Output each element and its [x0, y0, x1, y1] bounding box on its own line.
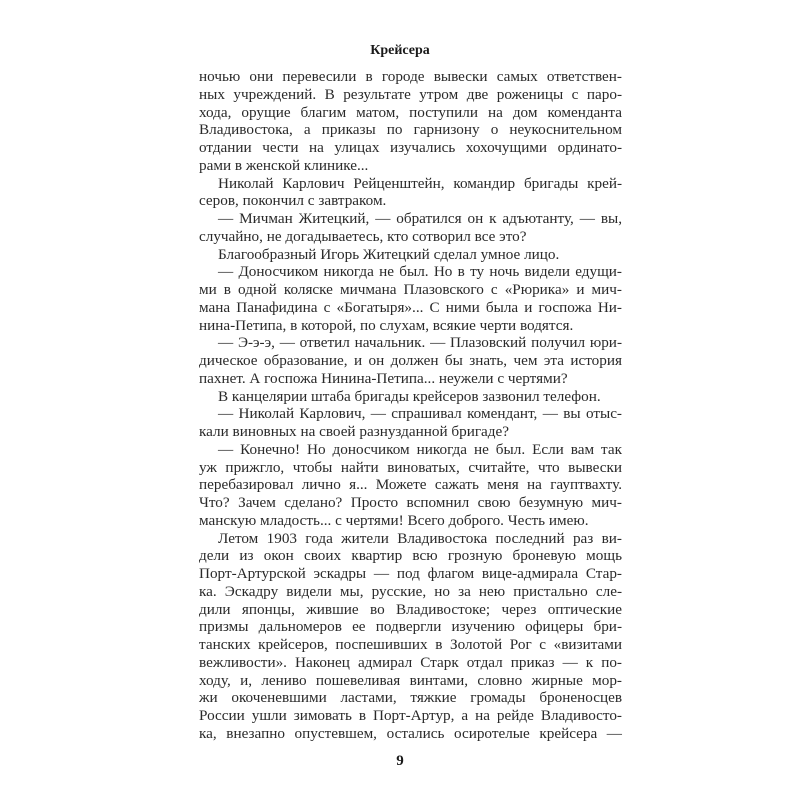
text-line: серов, покончил с завтраком.	[199, 192, 387, 210]
text-line: Владивостока, а приказы по гарнизону о неукоснительном	[199, 121, 622, 139]
text-line: дическое образование, и он должен бы знать, чем эта история	[199, 352, 622, 369]
text-line: случайно, не догадываетесь, кто сотворил все это?	[199, 227, 527, 245]
text-line: Порт-Артурской эскадры — под флагом вице-адмирала Стар-	[199, 565, 622, 582]
text-line: ходу, и, лениво пошевеливая винтами, словно жирные мор-	[199, 671, 622, 689]
text-line: Николай Карлович Рейценштейн, командир бригады крей-	[218, 174, 622, 192]
text-line: В канцелярии штаба бригады крейсеров зазвонил телефон.	[218, 387, 601, 405]
text-line: хода, орущие благим матом, поступили на дом коменданта	[199, 103, 622, 121]
text-line: мана Панафидина с «Богатыря»... С ними была и госпожа Ни-	[199, 298, 622, 316]
text-line: — Конечно! Но доносчиком никогда не был. Если вам так	[218, 440, 622, 458]
page-number: 9	[396, 753, 404, 769]
running-header: Крейсера	[370, 43, 430, 58]
text-line: танских крейсеров, поспешивших в Золотой Рог с «визитами	[199, 636, 622, 653]
text-line: нина-Петипа, в которой, по слухам, всякие черти водятся.	[199, 316, 574, 334]
text-line: дели из окон своих квартир всю грозную броневую мощь	[199, 547, 622, 565]
text-line: рами в женской клинике...	[199, 156, 369, 174]
text-line: — Мичман Житецкий, — обратился он к адъютанту, — вы,	[218, 210, 622, 227]
text-line: — Николай Карлович, — спрашивал комендант, — вы отыс-	[218, 405, 622, 423]
text-line: ка. Эскадру видели мы, русские, но за нею пристально сле-	[199, 582, 622, 600]
text-line: Летом 1903 года жители Владивостока последний раз ви-	[218, 529, 622, 547]
text-line: жи окоченевшими ластами, тяжкие громады броненосцев	[199, 689, 622, 707]
text-line: — Доносчиком никогда не был. Но в ту ночь видели едущи-	[218, 263, 622, 281]
text-line: ка, внезапно опустевшем, остались осиротелые крейсера —	[199, 724, 622, 742]
page-body-text	[199, 68, 622, 743]
text-line: вежливости». Наконец адмирал Старк отдал приказ — к по-	[199, 653, 622, 671]
text-line: манскую младость... с чертями! Всего доброго. Честь имею.	[199, 511, 589, 529]
text-line: ми в одной коляске мичмана Плазовского с «Рюрика» и мич-	[199, 281, 622, 298]
text-line: — Э-э-э, — ответил начальник. — Плазовский получил юри-	[218, 334, 622, 352]
text-line: ночью они перевесили в городе вывески самых ответствен-	[199, 68, 622, 85]
text-line: Благообразный Игорь Житецкий сделал умное лицо.	[218, 245, 560, 263]
text-line: России ушли зимовать в Порт-Артур, а на рейде Владивосто-	[199, 707, 622, 724]
text-line: Что? Зачем сделано? Просто вспомнил свою безумную мич-	[199, 494, 622, 511]
text-line: уж прижгло, чтобы найти виноватых, считайте, что вывески	[199, 458, 622, 476]
text-line: призмы дальномеров ее подвергли изучению офицеры бри-	[199, 618, 622, 636]
text-line: отдании чести на улицах изучались хохочущими ординато-	[199, 139, 622, 156]
text-line: кали виновных на своей разнузданной бригаде?	[199, 423, 510, 440]
text-line: ных учреждений. В результате утром две роженицы с паро-	[199, 85, 622, 103]
text-line: дили японцы, жившие во Владивостоке; через оптические	[199, 600, 622, 618]
text-line: пахнет. А госпожа Нинина-Петипа... неужели с чертями?	[199, 369, 568, 387]
text-line: перебазировал лично я... Можете сажать меня на гауптвахту.	[199, 476, 622, 494]
